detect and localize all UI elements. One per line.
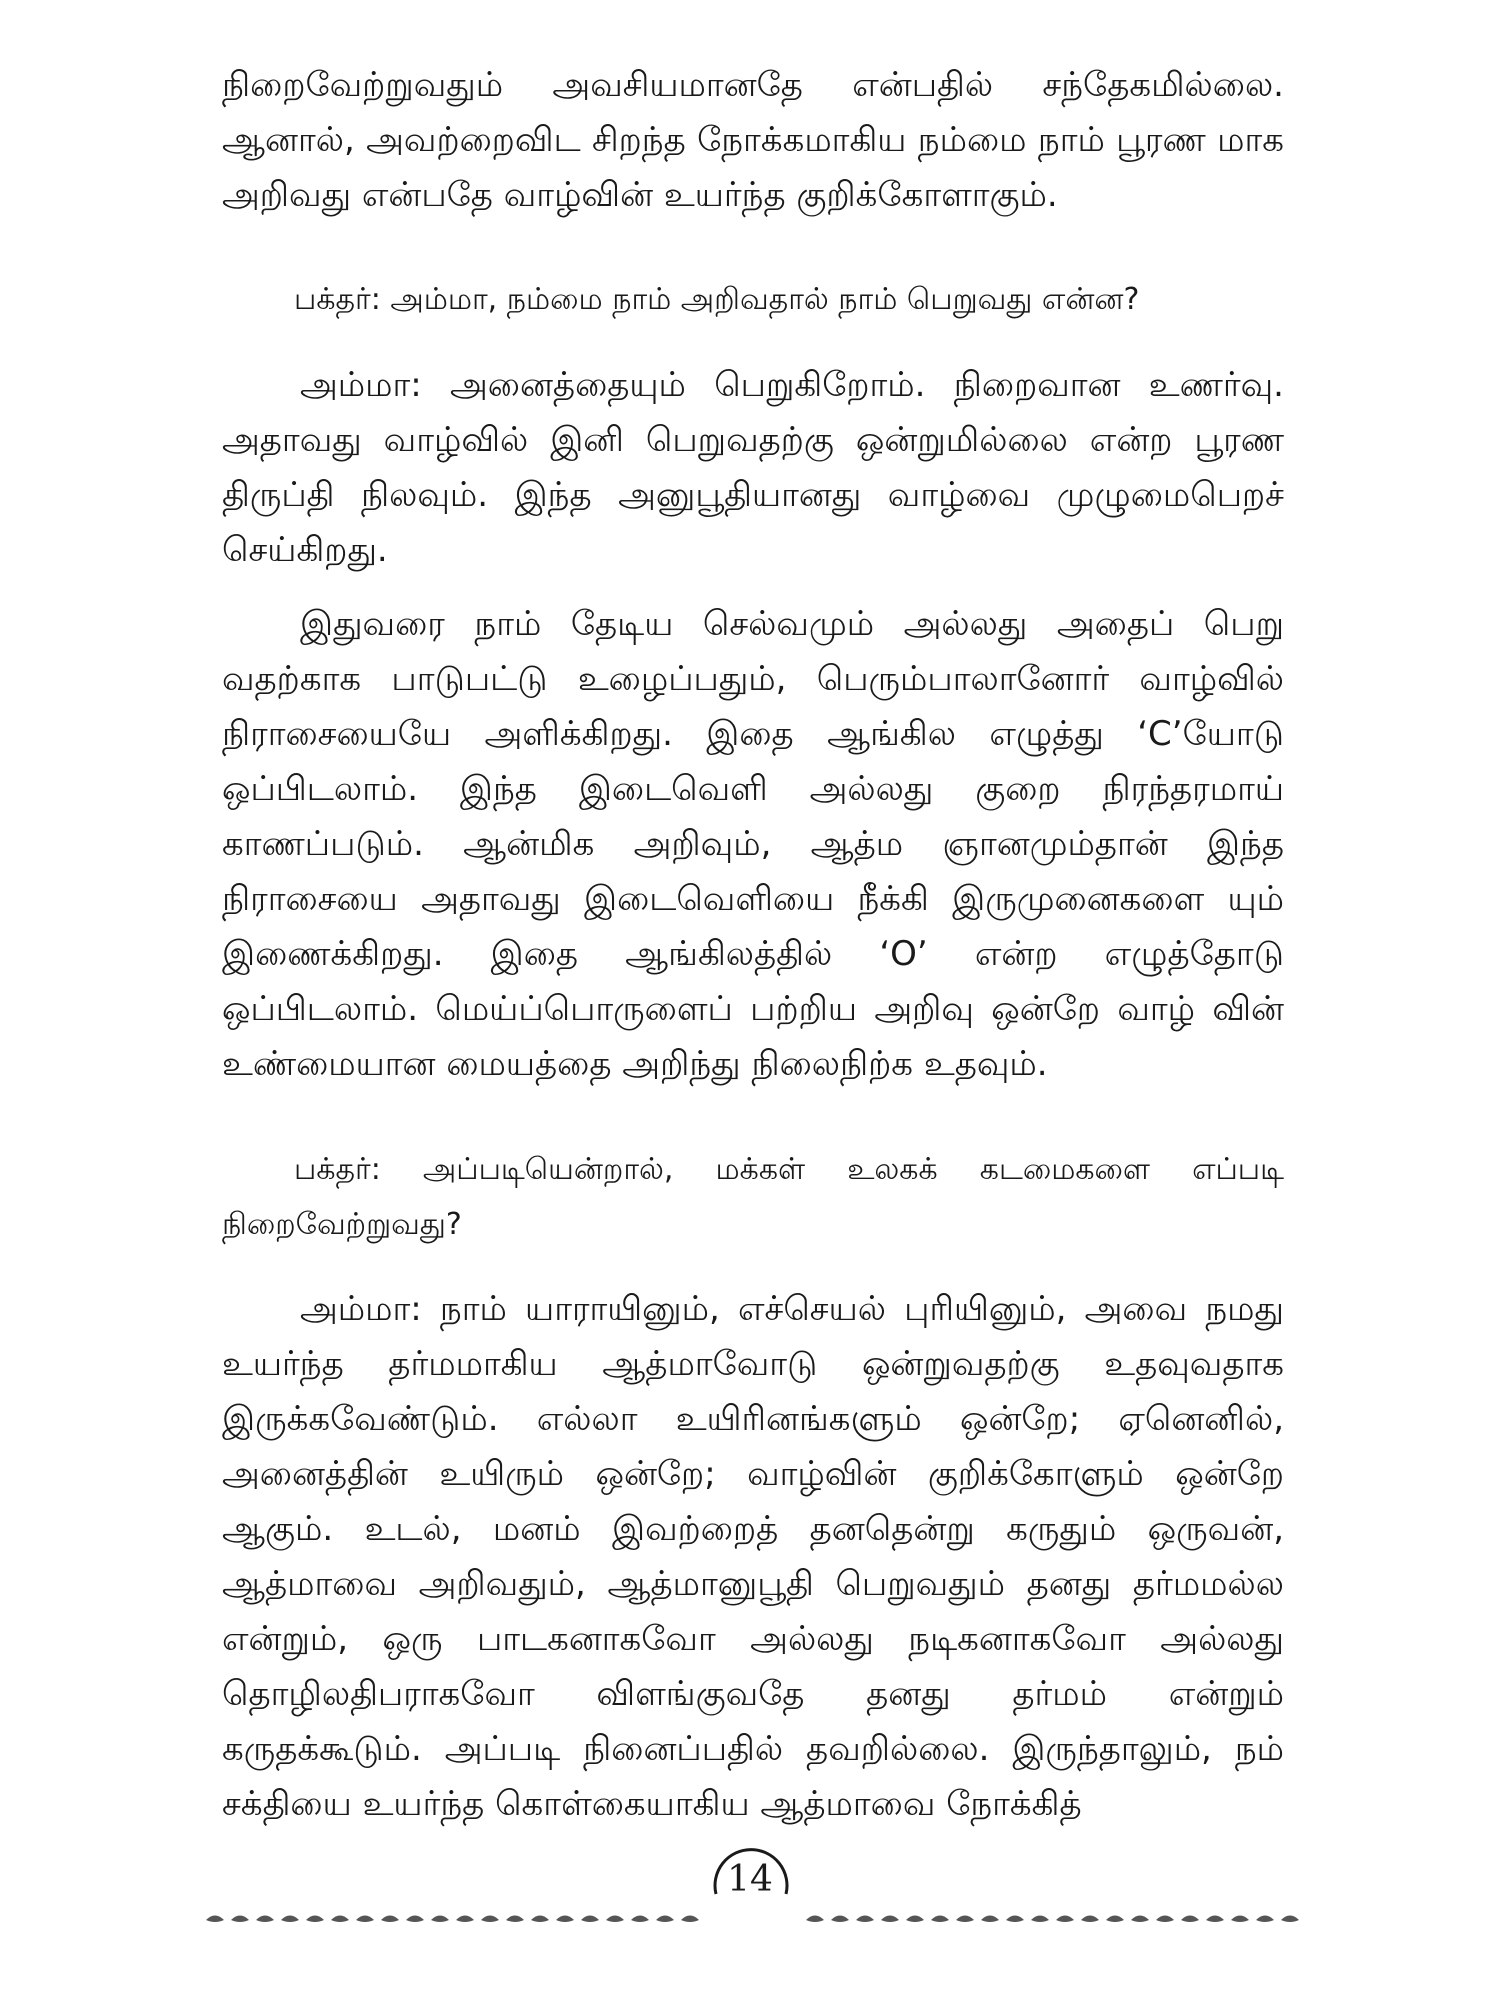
ornament-leaf-right — [1231, 1916, 1249, 1923]
ornament-leaf-right — [956, 1916, 974, 1923]
devotee-question-1 — [222, 272, 1284, 327]
amma-answer-2 — [222, 1282, 1284, 1832]
ornament-leaf-right — [1081, 1916, 1099, 1923]
ornament-leaf-right — [1006, 1916, 1024, 1923]
ornament-leaf-left — [606, 1916, 624, 1923]
ornament-leaf-left — [656, 1916, 674, 1923]
ornament-leaf-right — [1131, 1916, 1149, 1923]
ornament-leaf-left — [231, 1916, 249, 1923]
ornament-leaf-right — [1056, 1916, 1074, 1923]
ornament-leaf-right — [881, 1916, 899, 1923]
paragraph-c-o-analogy — [222, 597, 1284, 1092]
ornament-leaf-left — [581, 1916, 599, 1923]
ornament-leaf-left — [331, 1916, 349, 1923]
ornament-leaf-right — [1256, 1916, 1274, 1923]
devotee-question-2 — [222, 1142, 1284, 1252]
ornament-leaf-right — [831, 1916, 849, 1923]
ornament-leaf-left — [256, 1916, 274, 1923]
ornament-leaf-left — [481, 1916, 499, 1923]
ornament-leaf-right — [906, 1916, 924, 1923]
paragraph-text: இதுவரை நாம் தேடிய செல்வமும் அல்லது அதைப் பெறு வதற்காக பாடுபட்டு உழைப்பதும், பெரும்பாலானோர் வாழ்வில் நிராசையையே அளிக்கிறது. இதை ஆங்கில எழுத்து ‘C’யோடு ஒப்பிடலாம். இந்த இடைவெளி அல்லது குறை நிரந்தரமாய் காணப்படும். ஆன்மிக அறிவும், ஆத்ம ஞானமும்தான் இந்த நிராசையை அதாவது இடைவெளியை நீக்கி இருமுனைகளை யும் இணைக்கிறது. இதை ஆங்கிலத்தில் ‘O’ என்ற எழுத்தோடு ஒப்பிடலாம். மெய்ப்பொருளைப் பற்றிய அறிவு ஒன்றே வாழ் வின் உண்மையான மையத்தை அறிந்து நிலைநிற்க உதவும். — [222, 604, 1284, 1084]
ornament-leaf-right — [1156, 1916, 1174, 1923]
amma-answer-1 — [222, 358, 1284, 578]
ornament-leaf-left — [356, 1916, 374, 1923]
ornament-leaf-left — [306, 1916, 324, 1923]
ornament-leaf-right — [1031, 1916, 1049, 1923]
ornament-leaf-left — [456, 1916, 474, 1923]
question-text: பக்தர்: அம்மா, நம்மை நாம் அறிவதால் நாம் பெறுவது என்ன? — [294, 282, 1140, 317]
ornament-leaf-left — [281, 1916, 299, 1923]
ornament-leaf-left — [631, 1916, 649, 1923]
question-text: பக்தர்: அப்படியென்றால், மக்கள் உலகக் கடமைகளை எப்படி நிறைவேற்றுவது? — [222, 1152, 1284, 1242]
ornament-leaf-left — [531, 1916, 549, 1923]
ornament-leaf-left — [406, 1916, 424, 1923]
answer-text: அம்மா: நாம் யாராயினும், எச்செயல் புரியினும், அவை நமது உயர்ந்த தர்மமாகிய ஆத்மாவோடு ஒன்றுவதற்கு உதவுவதாக இருக்கவேண்டும். எல்லா உயிரினங்களும் ஒன்றே; ஏனெனில், அனைத்தின் உயிரும் ஒன்றே; வாழ்வின் குறிக்கோளும் ஒன்றே ஆகும். உடல், மனம் இவற்றைத் தனதென்று கருதும் ஒருவன், ஆத்மாவை அறிவதும், ஆத்மானுபூதி பெறுவதும் தனது தர்மமல்ல என்றும், ஒரு பாடகனாகவோ அல்லது நடிகனாகவோ அல்லது தொழிலதிபராகவோ விளங்குவதே தனது தர்மம் என்றும் கருதக்கூடும். அப்படி நினைப்பதில் தவறில்லை. இருந்தாலும், நம் சக்தியை உயர்ந்த கொள்கையாகிய ஆத்மாவை நோக்கித் — [222, 1289, 1284, 1824]
paragraph-continuation — [222, 58, 1284, 223]
ornament-leaf-left — [681, 1916, 699, 1923]
ornament-leaf-right — [931, 1916, 949, 1923]
answer-text: அம்மா: அனைத்தையும் பெறுகிறோம். நிறைவான உணர்வு. அதாவது வாழ்வில் இனி பெறுவதற்கு ஒன்றுமில்லை என்ற பூரண திருப்தி நிலவும். இந்த அனுபூதியானது வாழ்வை முழுமைபெறச் செய்கிறது. — [222, 365, 1284, 570]
ornament-leaf-right — [856, 1916, 874, 1923]
page-number: 14 — [727, 1859, 773, 1900]
ornament-leaf-left — [431, 1916, 449, 1923]
ornament-leaf-left — [206, 1916, 224, 1923]
ornament-leaf-right — [1181, 1916, 1199, 1923]
ornament-leaf-right — [1281, 1916, 1299, 1923]
paragraph-text: நிறைவேற்றுவதும் அவசியமானதே என்பதில் சந்தேகமில்லை. ஆனால், அவற்றைவிட சிறந்த நோக்கமாகிய நம்மை நாம் பூரண மாக அறிவது என்பதே வாழ்வின் உயர்ந்த குறிக்கோளாகும். — [222, 65, 1284, 215]
ornament-leaf-right — [981, 1916, 999, 1923]
ornament-leaf-right — [1206, 1916, 1224, 1923]
ornament-leaf-left — [381, 1916, 399, 1923]
ornament-leaf-left — [506, 1916, 524, 1923]
ornament-leaf-left — [556, 1916, 574, 1923]
ornament-leaf-right — [1106, 1916, 1124, 1923]
ornament-leaf-right — [806, 1916, 824, 1923]
